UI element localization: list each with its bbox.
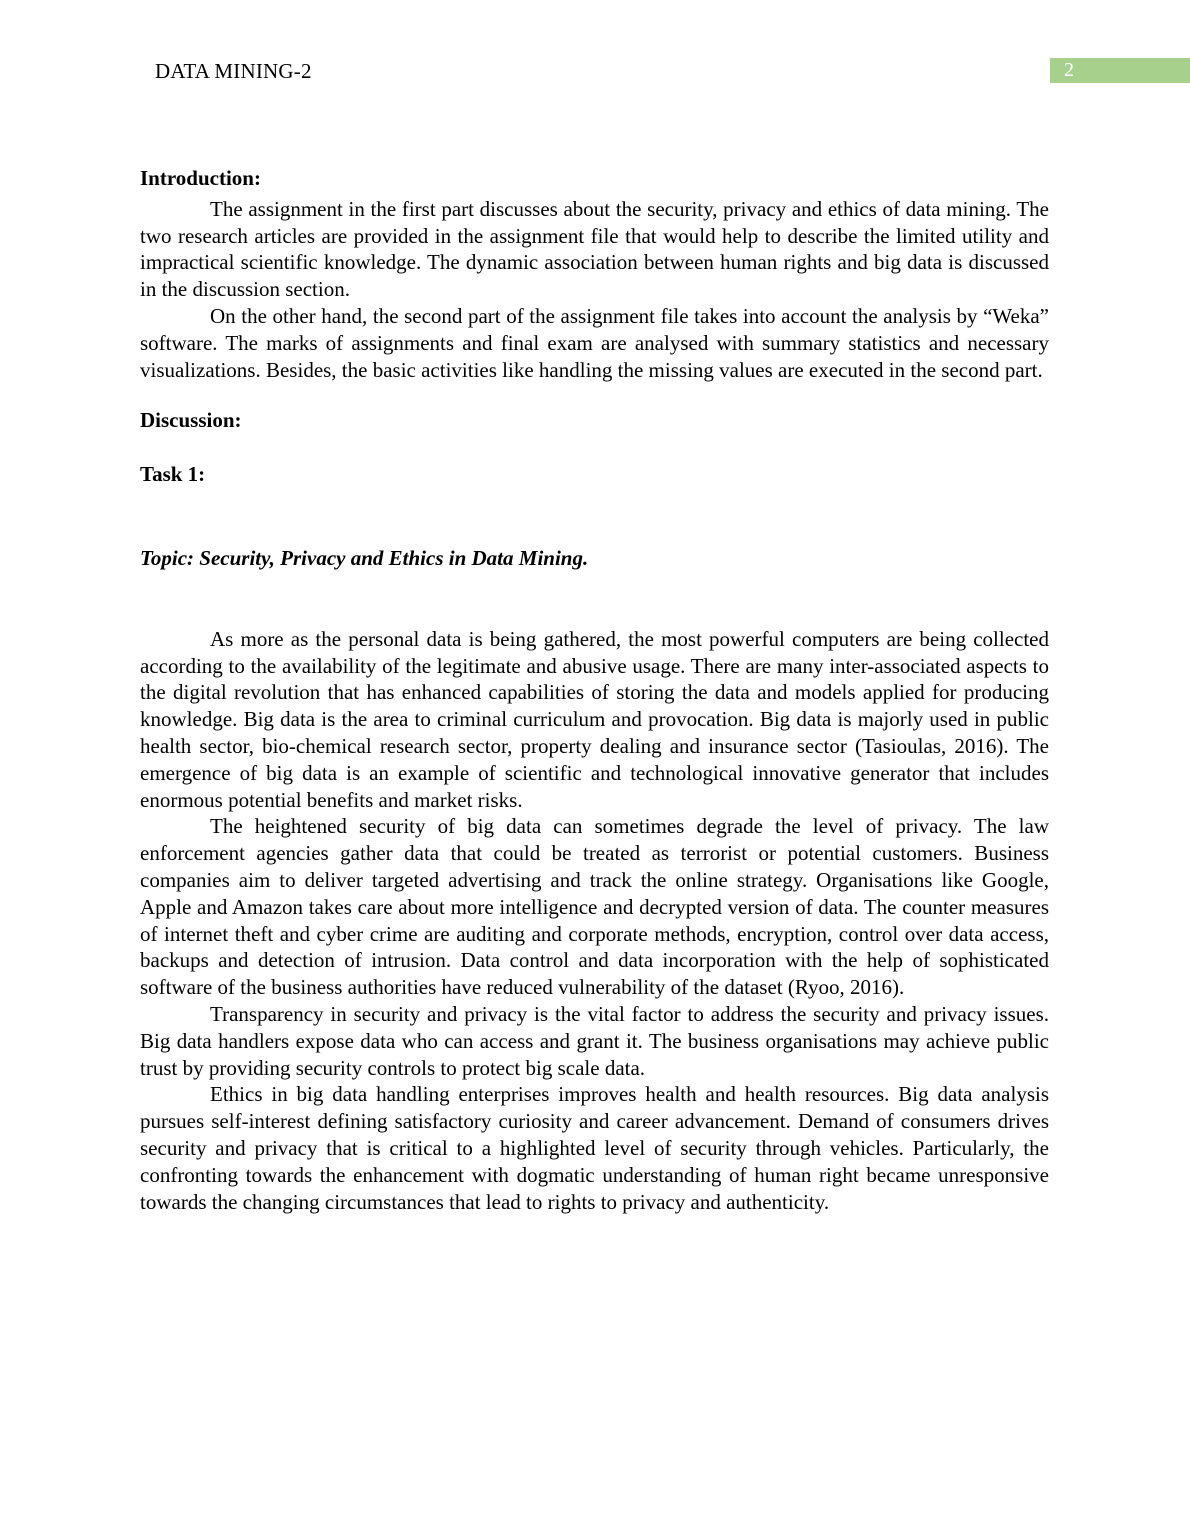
running-head: DATA MINING-2 — [155, 59, 312, 83]
task-heading: Task 1: — [140, 462, 206, 487]
body-paragraph-4: Ethics in big data handling enterprises improves health and health resources. Big data analysis pursues self-interest defining satisfactory curiosity and career advancement. Demand of consumers drives security and privacy that is critical to a highlighted level of security through vehicles. Particularly, the confronting towards the enhancement with dogmatic understanding of human right became unresponsive towards the changing circumstances that lead to rights to privacy and authenticity. — [140, 1082, 1049, 1214]
topic-heading: Topic: Security, Privacy and Ethics in Data Mining. — [140, 545, 589, 570]
document-body — [140, 165, 1049, 1215]
page-number: 2 — [1050, 58, 1190, 83]
body-paragraph-3: Transparency in security and privacy is the vital factor to address the security and privacy issues. Big data handlers expose data who can access and grant it. The business organisations may achieve public trust by providing security controls to protect big scale data. — [140, 1001, 1049, 1080]
discussion-heading: Discussion: — [140, 408, 242, 433]
body-paragraph-1: As more as the personal data is being gathered, the most powerful computers are being collected according to the availability of the legitimate and abusive usage. There are many inter-associated aspects to the digital revolution that has enhanced capabilities of storing the data and models applied for producing knowledge. Big data is the area to criminal curriculum and provocation. Big data is majorly used in public health sector, bio-chemical research sector, property dealing and insurance sector (Tasioulas, 2016). The emergence of big data is an example of scientific and technological innovative generator that includes enormous potential benefits and market risks. — [140, 626, 1049, 812]
introduction-paragraph-1: The assignment in the first part discusses about the security, privacy and ethics of data mining. The two research articles are provided in the assignment file that would help to describe the limited utility and impractical scientific knowledge. The dynamic association between human rights and big data is discussed in the discussion section. — [140, 196, 1049, 302]
body-paragraph-2: The heightened security of big data can sometimes degrade the level of privacy. The law enforcement agencies gather data that could be treated as terrorist or potential customers. Business companies aim to deliver targeted advertising and track the online strategy. Organisations like Google, Apple and Amazon takes care about more intelligence and decrypted version of data. The counter measures of internet theft and cyber crime are auditing and corporate methods, encryption, control over data access, backups and detection of intrusion. Data control and data incorporation with the help of sophisticated software of the business authorities have reduced vulnerability of the dataset (Ryoo, 2016). — [140, 814, 1049, 1000]
introduction-paragraph-2: On the other hand, the second part of the assignment file takes into account the analysis by “Weka” software. The marks of assignments and final exam are analysed with summary statistics and necessary visualizations. Besides, the basic activities like handling the missing values are executed in the second part. — [140, 303, 1049, 382]
introduction-heading: Introduction: — [140, 166, 261, 190]
